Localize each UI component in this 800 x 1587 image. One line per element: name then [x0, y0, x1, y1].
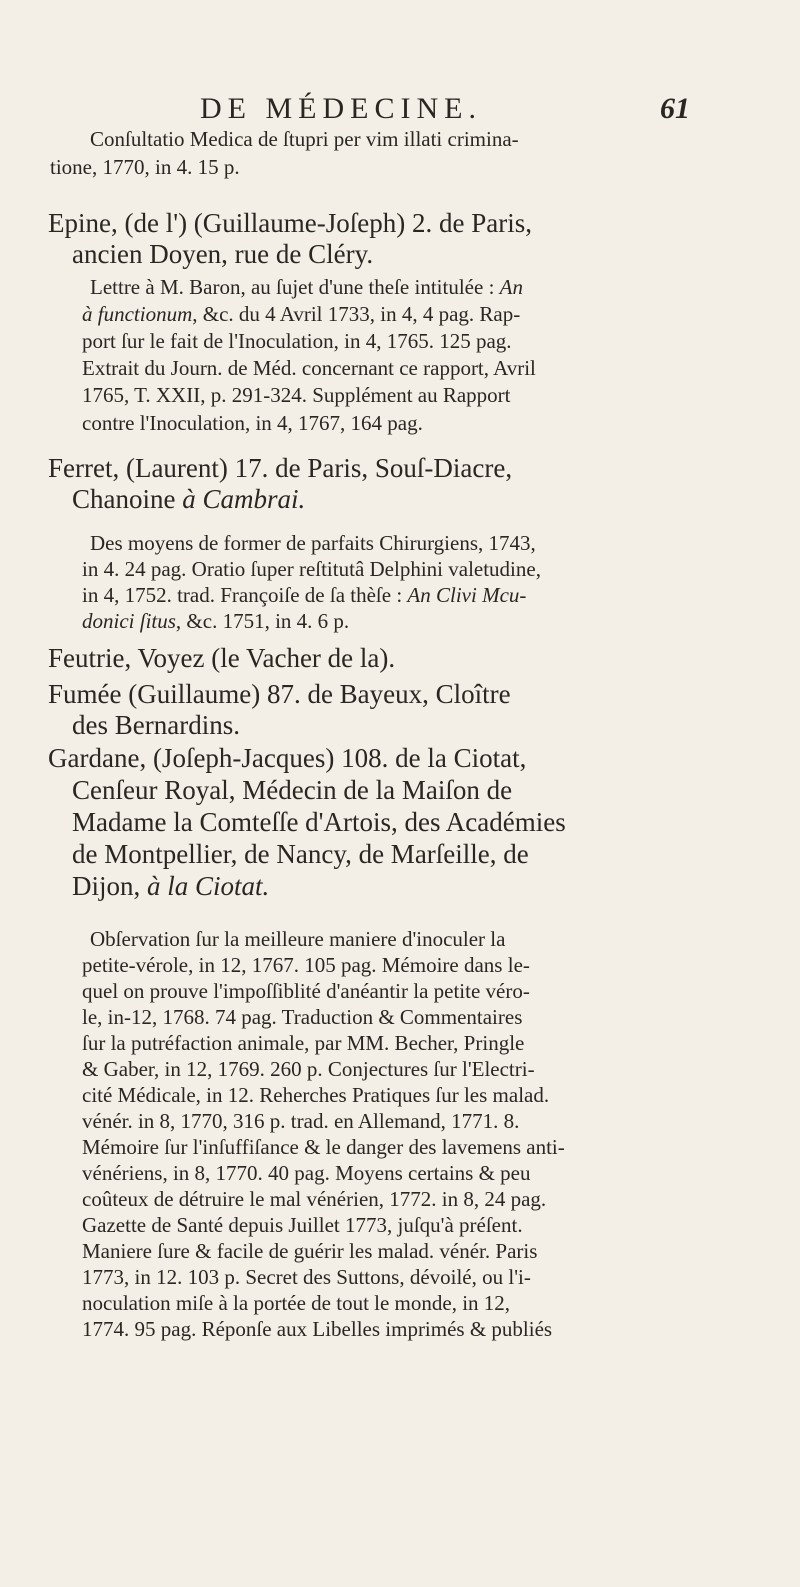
- entry-heading-line: ancien Doyen, rue de Cléry.: [72, 239, 374, 269]
- page-number: 61: [660, 92, 690, 125]
- entry-body-line: cité Médicale, in 12. Reherches Pratiques ſur les malad.: [82, 1083, 550, 1107]
- entry-heading-line: Madame la Comteſſe d'Artois, des Académies: [72, 807, 566, 837]
- entry-heading-line: Fumée (Guillaume) 87. de Bayeux, Cloître: [48, 679, 511, 709]
- entry-body-line: Mémoire ſur l'inſuffiſance & le danger des lavemens anti-: [82, 1135, 565, 1159]
- plain-text: Chanoine: [72, 484, 183, 514]
- italic-text: à Cambrai.: [182, 484, 306, 514]
- entry-heading-line: Feutrie, Voyez (le Vacher de la).: [48, 643, 396, 673]
- running-header: [0, 92, 800, 132]
- entry-body-line: quel on prouve l'impoſſiblité d'anéantir la petite véro-: [82, 979, 530, 1003]
- page-title: DE MÉDECINE.: [200, 92, 482, 125]
- plain-text: in 4, 1752. trad. Françoiſe de ſa thèſe :: [82, 583, 408, 607]
- entry-heading-line: Cenſeur Royal, Médecin de la Maiſon de: [72, 775, 513, 805]
- entry-body-line: & Gaber, in 12, 1769. 260 p. Conjectures ſur l'Electri-: [82, 1057, 535, 1081]
- entry-body-line: [90, 275, 523, 300]
- entry-body-line: Obſervation ſur la meilleure maniere d'inoculer la: [90, 927, 506, 951]
- entry-body-line: [82, 609, 349, 634]
- entry-heading-line: de Montpellier, de Nancy, de Marſeille, de: [72, 839, 529, 869]
- entry-body-line: coûteux de détruire le mal vénérien, 1772. in 8, 24 pag.: [82, 1187, 547, 1211]
- entry-body-line: vénériens, in 8, 1770. 40 pag. Moyens certains & peu: [82, 1161, 531, 1185]
- plain-text: , &c. 1751, in 4. 6 p.: [175, 609, 350, 633]
- entry-heading-line: [72, 871, 269, 902]
- entry-heading-line: Epine, (de l') (Guillaume-Joſeph) 2. de Paris,: [48, 208, 532, 238]
- entry-body-line: vénér. in 8, 1770, 316 p. trad. en Allemand, 1771. 8.: [82, 1109, 520, 1133]
- entry-body-line: noculation miſe à la portée de tout le monde, in 12,: [82, 1291, 511, 1315]
- entry-body-line: Des moyens de former de parfaits Chirurgiens, 1743,: [90, 531, 536, 555]
- italic-text: à la Ciotat.: [147, 871, 270, 901]
- italic-text: à functionum: [82, 302, 193, 326]
- entry-body-line: Maniere ſure & facile de guérir les malad. vénér. Paris: [82, 1239, 538, 1263]
- entry-body-line: le, in-12, 1768. 74 pag. Traduction & Commentaires: [82, 1005, 523, 1029]
- entry-body-line: petite-vérole, in 12, 1767. 105 pag. Mémoire dans le-: [82, 953, 530, 977]
- italic-text: An Clivi Mcu-: [407, 583, 527, 607]
- entry-body-line: 1773, in 12. 103 p. Secret des Suttons, dévoilé, ou l'i-: [82, 1265, 531, 1289]
- plain-text: Dijon,: [72, 871, 148, 901]
- entry-body-line: contre l'Inoculation, in 4, 1767, 164 pag.: [82, 411, 423, 435]
- entry-heading-line: Gardane, (Joſeph-Jacques) 108. de la Ciotat,: [48, 743, 527, 773]
- entry-body-line: in 4. 24 pag. Oratio ſuper reſtitutâ Delphini valetudine,: [82, 557, 541, 581]
- entry-body-line: 1765, T. XXII, p. 291-324. Supplément au Rapport: [82, 383, 511, 407]
- plain-text: , &c. du 4 Avril 1733, in 4, 4 pag. Rap-: [192, 302, 521, 326]
- italic-text: An: [499, 275, 523, 299]
- entry-body-line: tione, 1770, in 4. 15 p.: [50, 155, 240, 179]
- entry-body-line: ſur la putréfaction animale, par MM. Becher, Pringle: [82, 1031, 525, 1055]
- entry-body-line: Extrait du Journ. de Méd. concernant ce rapport, Avril: [82, 356, 536, 380]
- entry-body-line: Conſultatio Medica de ſtupri per vim illati crimina-: [90, 127, 519, 151]
- entry-body-line: 1774. 95 pag. Réponſe aux Libelles imprimés & publiés: [82, 1317, 553, 1341]
- italic-text: donici ſitus: [82, 609, 176, 633]
- entry-heading-line: Ferret, (Laurent) 17. de Paris, Souſ-Diacre,: [48, 453, 513, 483]
- entry-heading-line: des Bernardins.: [72, 710, 240, 740]
- entry-heading-line: [72, 484, 305, 515]
- entry-body-line: [82, 583, 526, 608]
- entry-body-line: Gazette de Santé depuis Juillet 1773, juſqu'à préſent.: [82, 1213, 523, 1237]
- entry-body-line: [82, 302, 520, 327]
- entry-body-line: port ſur le fait de l'Inoculation, in 4, 1765. 125 pag.: [82, 329, 512, 353]
- plain-text: Lettre à M. Baron, au ſujet d'une theſe intitulée :: [90, 275, 500, 299]
